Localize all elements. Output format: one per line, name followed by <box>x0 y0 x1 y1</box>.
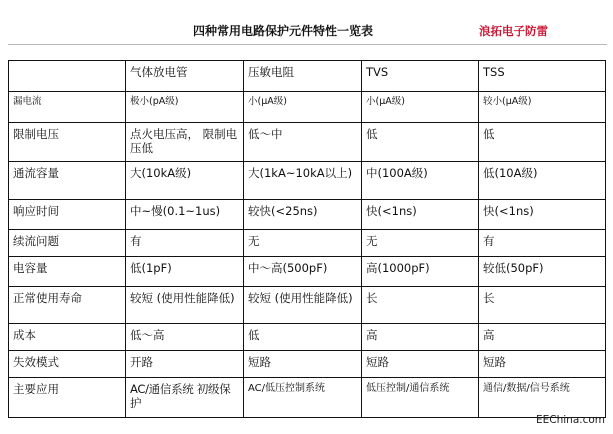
header-divider <box>8 44 607 45</box>
table-cell: 高(1000pF) <box>362 257 479 287</box>
row-label-cell: 响应时间 <box>9 200 126 230</box>
table-cell: 短路 <box>479 351 606 378</box>
row-label-cell: 电容量 <box>9 257 126 287</box>
brand-label: 浪拓电子防雷 <box>479 24 548 38</box>
table-cell: 低 <box>362 123 479 162</box>
header-cell-gas-discharge-tube: 气体放电管 <box>126 61 244 92</box>
table-cell: 长 <box>362 287 479 324</box>
table-cell: 低(10A级) <box>479 162 606 200</box>
table-cell: 较快(<25ns) <box>244 200 362 230</box>
row-label-cell: 限制电压 <box>9 123 126 162</box>
row-label-cell: 成本 <box>9 324 126 351</box>
table-cell: 快(<1ns) <box>479 200 606 230</box>
header-cell-tvs: TVS <box>362 61 479 92</box>
table-cell: 通信/数据/信号系统 <box>479 378 606 418</box>
table-cell: 低(1pF) <box>126 257 244 287</box>
table-row <box>9 200 606 230</box>
table-cell: 低～高 <box>126 324 244 351</box>
table-cell: 较短 (使用性能降低) <box>244 287 362 324</box>
table-cell: 中～高(500pF) <box>244 257 362 287</box>
row-label-cell: 正常使用寿命 <box>9 287 126 324</box>
table-cell: 低压控制/通信系统 <box>362 378 479 418</box>
table-row <box>9 257 606 287</box>
table-cell: 较低(50pF) <box>479 257 606 287</box>
table-row <box>9 351 606 378</box>
table-cell: 较短 (使用性能降低) <box>126 287 244 324</box>
table-row <box>9 162 606 200</box>
comparison-table <box>8 60 606 418</box>
table-cell: AC/通信系统 初级保护 <box>126 378 244 418</box>
watermark-text: EEChina.com <box>536 414 606 426</box>
table-cell: 小(μA级) <box>244 92 362 123</box>
header-cell-tss: TSS <box>479 61 606 92</box>
table-cell: 有 <box>126 230 244 257</box>
table-cell: 短路 <box>244 351 362 378</box>
table-cell: 高 <box>362 324 479 351</box>
table-row <box>9 324 606 351</box>
table-cell: 高 <box>479 324 606 351</box>
page-title: 四种常用电路保护元件特性一览表 <box>193 24 374 38</box>
header-cell-empty <box>9 61 126 92</box>
table-cell: 有 <box>479 230 606 257</box>
table-cell: 短路 <box>362 351 479 378</box>
table-cell: AC/低压控制系统 <box>244 378 362 418</box>
table-cell: 点火电压高， 限制电压低 <box>126 123 244 162</box>
table-cell: 低～中 <box>244 123 362 162</box>
table-cell: 大(1kA~10kA以上) <box>244 162 362 200</box>
row-label-cell: 续流问题 <box>9 230 126 257</box>
table-cell: 开路 <box>126 351 244 378</box>
table-row <box>9 92 606 123</box>
table-cell: 小(μA级) <box>362 92 479 123</box>
table-cell: 快(<1ns) <box>362 200 479 230</box>
table-cell: 长 <box>479 287 606 324</box>
table-row <box>9 230 606 257</box>
row-label-cell: 通流容量 <box>9 162 126 200</box>
table-cell: 大(10kA级) <box>126 162 244 200</box>
table-cell: 中~慢(0.1~1us) <box>126 200 244 230</box>
table-cell: 极小(pA级) <box>126 92 244 123</box>
table-cell: 无 <box>244 230 362 257</box>
table-cell: 低 <box>244 324 362 351</box>
header-cell-varistor: 压敏电阻 <box>244 61 362 92</box>
table-row <box>9 123 606 162</box>
table-header-row <box>9 61 606 92</box>
table-cell: 较小(μA级) <box>479 92 606 123</box>
table-cell: 低 <box>479 123 606 162</box>
row-label-cell: 失效模式 <box>9 351 126 378</box>
page-header <box>0 0 613 44</box>
table-row <box>9 287 606 324</box>
row-label-cell: 漏电流 <box>9 92 126 123</box>
row-label-cell: 主要应用 <box>9 378 126 418</box>
table-row <box>9 378 606 418</box>
table-cell: 无 <box>362 230 479 257</box>
table-cell: 中(100A级) <box>362 162 479 200</box>
